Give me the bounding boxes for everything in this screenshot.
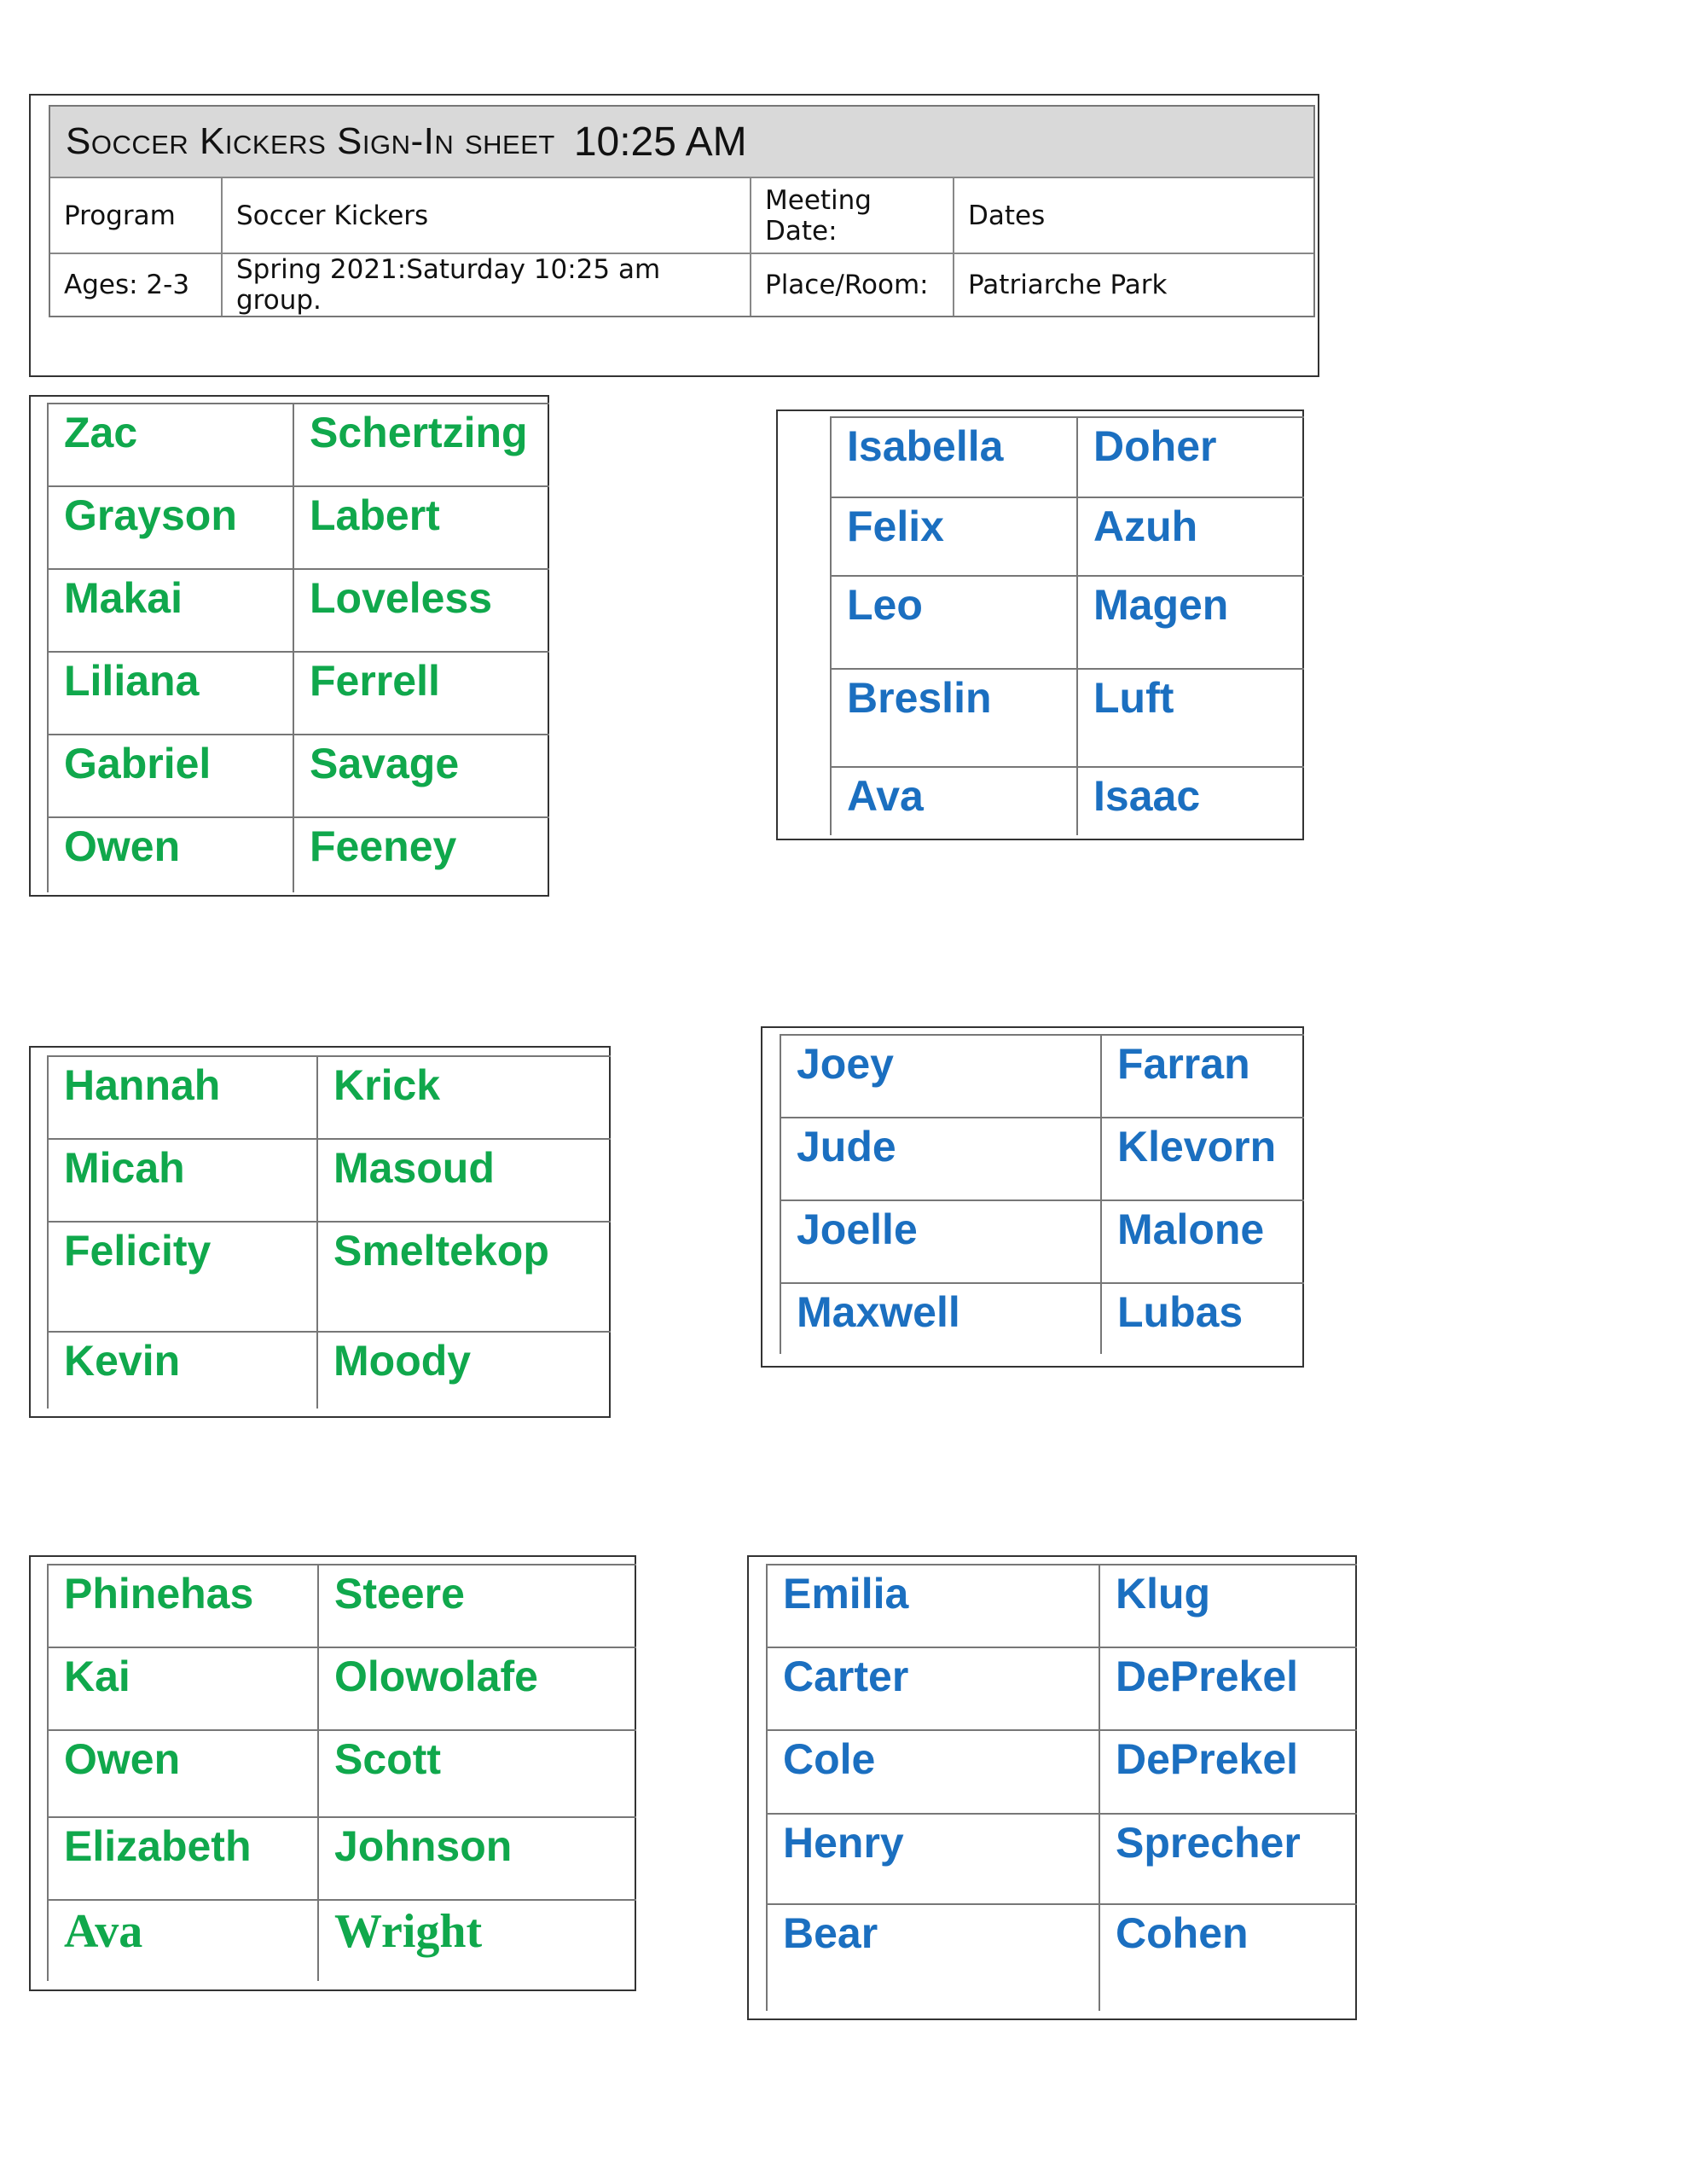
last-name: Isaac xyxy=(1077,767,1304,835)
last-name: Savage xyxy=(293,735,549,817)
roster-table-6 xyxy=(766,1564,1357,2011)
first-name: Carter xyxy=(767,1647,1099,1730)
table-row xyxy=(767,1647,1357,1730)
last-name: Klug xyxy=(1099,1565,1357,1647)
first-name: Owen xyxy=(48,1730,318,1817)
last-name: Smeltekop xyxy=(317,1222,611,1332)
first-name: Ava xyxy=(48,1900,318,1981)
last-name: Lubas xyxy=(1101,1283,1304,1354)
sheet-title-bar xyxy=(50,107,1313,178)
table-row xyxy=(48,1817,636,1900)
table-row xyxy=(48,486,549,569)
last-name: Wright xyxy=(318,1900,636,1981)
last-name: Luft xyxy=(1077,669,1304,767)
last-name: Olowolafe xyxy=(318,1647,636,1730)
table-row xyxy=(767,1565,1357,1647)
header-box xyxy=(29,94,1319,377)
last-name: DePrekel xyxy=(1099,1730,1357,1814)
table-row xyxy=(831,497,1304,576)
roster-table-1 xyxy=(47,403,549,892)
first-name: Kai xyxy=(48,1647,318,1730)
last-name: Feeney xyxy=(293,817,549,892)
table-row xyxy=(48,1332,611,1409)
place-value: Patriarche Park xyxy=(954,253,1313,316)
last-name: Farran xyxy=(1101,1035,1304,1118)
last-name: Azuh xyxy=(1077,497,1304,576)
last-name: Magen xyxy=(1077,576,1304,669)
table-row xyxy=(48,404,549,486)
table-row xyxy=(831,767,1304,835)
table-row xyxy=(48,1139,611,1222)
first-name: Joey xyxy=(780,1035,1101,1118)
roster-table-2 xyxy=(830,416,1304,835)
table-row xyxy=(767,1730,1357,1814)
last-name: Krick xyxy=(317,1056,611,1139)
table-row xyxy=(780,1283,1304,1354)
first-name: Maxwell xyxy=(780,1283,1101,1354)
last-name: Cohen xyxy=(1099,1904,1357,2011)
table-row xyxy=(48,1056,611,1139)
last-name: Labert xyxy=(293,486,549,569)
roster-table-3 xyxy=(47,1055,611,1409)
first-name: Henry xyxy=(767,1814,1099,1904)
first-name: Cole xyxy=(767,1730,1099,1814)
first-name: Micah xyxy=(48,1139,317,1222)
first-name: Hannah xyxy=(48,1056,317,1139)
meeting-date-label: Meeting Date: xyxy=(751,178,954,253)
table-row xyxy=(48,652,549,735)
table-row xyxy=(48,817,549,892)
table-row xyxy=(767,1814,1357,1904)
program-info-table xyxy=(50,178,1313,316)
table-row xyxy=(780,1118,1304,1200)
ages-label: Ages: 2-3 xyxy=(50,253,222,316)
first-name: Kevin xyxy=(48,1332,317,1409)
table-row xyxy=(831,576,1304,669)
program-value: Soccer Kickers xyxy=(222,178,751,253)
last-name: Schertzing xyxy=(293,404,549,486)
table-row xyxy=(780,1035,1304,1118)
table-row xyxy=(48,1647,636,1730)
first-name: Phinehas xyxy=(48,1565,318,1647)
first-name: Owen xyxy=(48,817,293,892)
table-row xyxy=(48,735,549,817)
table-row xyxy=(767,1904,1357,2011)
header-table xyxy=(49,105,1315,317)
table-row xyxy=(48,1900,636,1981)
table-row xyxy=(48,1565,636,1647)
table-row xyxy=(831,669,1304,767)
first-name: Elizabeth xyxy=(48,1817,318,1900)
last-name: Ferrell xyxy=(293,652,549,735)
first-name: Joelle xyxy=(780,1200,1101,1283)
first-name: Isabella xyxy=(831,417,1077,497)
first-name: Breslin xyxy=(831,669,1077,767)
last-name: Masoud xyxy=(317,1139,611,1222)
last-name: Klevorn xyxy=(1101,1118,1304,1200)
first-name: Jude xyxy=(780,1118,1101,1200)
last-name: Scott xyxy=(318,1730,636,1817)
first-name: Liliana xyxy=(48,652,293,735)
roster-table-5 xyxy=(47,1564,636,1981)
first-name: Emilia xyxy=(767,1565,1099,1647)
first-name: Grayson xyxy=(48,486,293,569)
first-name: Gabriel xyxy=(48,735,293,817)
first-name: Makai xyxy=(48,569,293,652)
place-label: Place/Room: xyxy=(751,253,954,316)
program-label: Program xyxy=(50,178,222,253)
first-name: Leo xyxy=(831,576,1077,669)
last-name: Steere xyxy=(318,1565,636,1647)
last-name: Malone xyxy=(1101,1200,1304,1283)
last-name: Moody xyxy=(317,1332,611,1409)
table-row xyxy=(831,417,1304,497)
last-name: Johnson xyxy=(318,1817,636,1900)
first-name: Felicity xyxy=(48,1222,317,1332)
sheet-time: 10:25 AM xyxy=(573,119,747,165)
table-row xyxy=(48,569,549,652)
dates-value: Dates xyxy=(954,178,1313,253)
first-name: Bear xyxy=(767,1904,1099,2011)
first-name: Zac xyxy=(48,404,293,486)
first-name: Felix xyxy=(831,497,1077,576)
table-row xyxy=(780,1200,1304,1283)
last-name: Loveless xyxy=(293,569,549,652)
table-row xyxy=(48,1730,636,1817)
session-value: Spring 2021:Saturday 10:25 am group. xyxy=(222,253,751,316)
first-name: Ava xyxy=(831,767,1077,835)
roster-table-4 xyxy=(780,1034,1304,1354)
last-name: Sprecher xyxy=(1099,1814,1357,1904)
last-name: Doher xyxy=(1077,417,1304,497)
sheet-title: Soccer Kickers Sign-In sheet xyxy=(66,120,555,162)
last-name: DePrekel xyxy=(1099,1647,1357,1730)
table-row xyxy=(48,1222,611,1332)
